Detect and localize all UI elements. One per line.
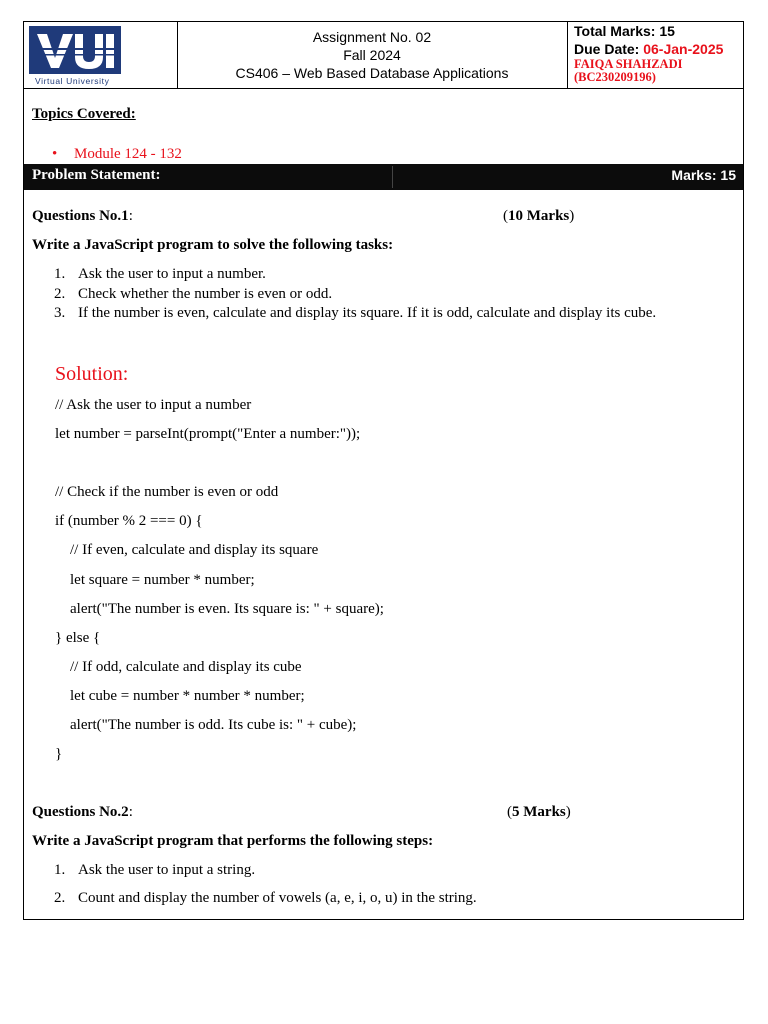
problem-statement-bar bbox=[24, 164, 743, 190]
code-line: // Check if the number is even or odd bbox=[55, 484, 279, 501]
question-1-label-text: Questions No.1 bbox=[32, 208, 129, 224]
question-2-marks bbox=[507, 804, 571, 821]
list-text: Count and display the number of vowels (a, e, i, o, u) in the string. bbox=[78, 890, 477, 906]
code-line: let number = parseInt(prompt("Enter a number:")); bbox=[55, 426, 361, 443]
student-name: FAIQA SHAHZADI bbox=[574, 57, 683, 71]
topic-item-label: Module 124 - 132 bbox=[74, 146, 182, 162]
logo-cell bbox=[24, 22, 178, 88]
topic-item bbox=[52, 146, 182, 163]
topics-heading: Topics Covered: bbox=[32, 106, 136, 122]
question-2-tasks bbox=[54, 862, 477, 910]
vu-logo-graphic bbox=[29, 26, 121, 74]
due-date-value: 06-Jan-2025 bbox=[643, 41, 724, 57]
q2-marks-value: 5 Marks bbox=[512, 804, 566, 820]
code-line: alert("The number is even. Its square is: " + square); bbox=[55, 600, 384, 617]
code-line: alert("The number is odd. Its cube is: " + cube); bbox=[55, 717, 357, 734]
code-line bbox=[55, 455, 384, 484]
code-line: } else { bbox=[55, 629, 101, 646]
list-item bbox=[54, 286, 656, 305]
q2-paren-close: ) bbox=[565, 804, 571, 820]
semester: Fall 2024 bbox=[343, 47, 401, 63]
code-line: if (number % 2 === 0) { bbox=[55, 513, 203, 530]
solution-heading: Solution: bbox=[55, 363, 129, 385]
q1-paren-close: ) bbox=[569, 208, 575, 224]
list-text: Ask the user to input a number. bbox=[78, 266, 266, 282]
bullet-icon: • bbox=[52, 146, 58, 162]
assignment-title-cell bbox=[177, 22, 568, 88]
list-item bbox=[54, 305, 656, 324]
bar-divider bbox=[392, 166, 393, 188]
question-1-label: Questions No.1: bbox=[32, 208, 133, 224]
solution-code bbox=[55, 397, 384, 775]
code-line: // If odd, calculate and display its cube bbox=[55, 658, 302, 675]
q2-paren-open: ( bbox=[507, 804, 512, 820]
assignment-number: Assignment No. 02 bbox=[312, 29, 432, 45]
assignment-header bbox=[24, 22, 743, 89]
list-item bbox=[54, 862, 477, 890]
list-text: Check whether the number is even or odd. bbox=[78, 286, 333, 302]
student-id: (BC230209196) bbox=[574, 70, 656, 84]
vu-logo bbox=[29, 26, 121, 84]
list-number: 2. bbox=[54, 286, 66, 302]
code-line: let square = number * number; bbox=[55, 571, 255, 588]
marks-cell bbox=[569, 22, 743, 88]
list-number: 2. bbox=[54, 890, 66, 906]
problem-statement-marks: Marks: 15 bbox=[671, 167, 736, 183]
q1-paren-open: ( bbox=[503, 208, 508, 224]
question-2-label-text: Questions No.2 bbox=[32, 804, 129, 820]
list-text: If the number is even, calculate and display its square. If it is odd, calculate and display its cube. bbox=[78, 305, 657, 321]
code-line: } bbox=[55, 746, 63, 763]
total-marks: Total Marks: 15 bbox=[574, 23, 675, 39]
list-number: 3. bbox=[54, 305, 66, 321]
due-date bbox=[574, 40, 743, 58]
logo-caption: Virtual University bbox=[35, 76, 110, 86]
question-2-title: Write a JavaScript program that performs the following steps: bbox=[32, 833, 434, 849]
question-1-tasks bbox=[54, 266, 656, 324]
document-page bbox=[23, 21, 744, 920]
code-line: let cube = number * number * number; bbox=[55, 687, 305, 704]
course-title: CS406 – Web Based Database Applications bbox=[235, 65, 509, 81]
list-text: Ask the user to input a string. bbox=[78, 862, 256, 878]
question-2-label: Questions No.2: bbox=[32, 804, 133, 820]
list-item bbox=[54, 890, 477, 910]
list-item bbox=[54, 266, 656, 286]
code-line: // If even, calculate and display its square bbox=[55, 542, 319, 559]
question-1-title: Write a JavaScript program to solve the following tasks: bbox=[32, 237, 394, 253]
code-line: // Ask the user to input a number bbox=[55, 397, 252, 413]
question-1-marks bbox=[503, 208, 574, 225]
list-number: 1. bbox=[54, 266, 66, 282]
q1-marks-value: 10 Marks bbox=[508, 208, 570, 224]
list-number: 1. bbox=[54, 862, 66, 878]
due-date-label: Due Date: bbox=[574, 41, 644, 57]
problem-statement-title: Problem Statement: bbox=[32, 167, 161, 183]
